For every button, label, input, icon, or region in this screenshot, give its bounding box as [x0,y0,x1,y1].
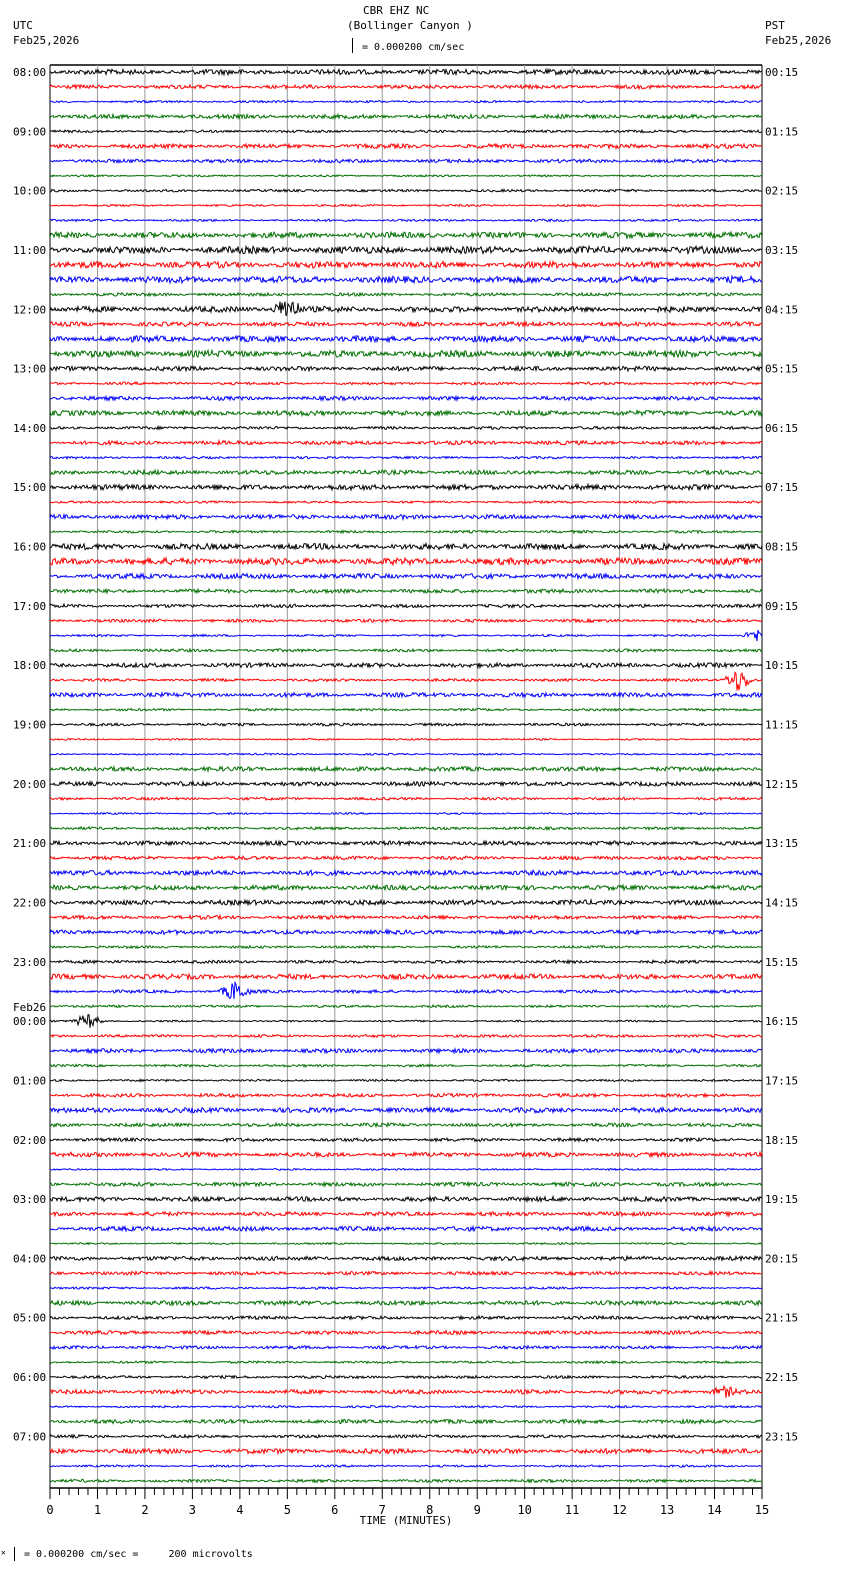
trace-line [50,232,762,238]
utc-hour-label: 01:00 [13,1074,47,1088]
x-tick-label: 4 [236,1503,244,1517]
trace-line [50,441,762,445]
trace-line [50,144,762,149]
pst-hour-label: 12:15 [765,777,799,791]
x-tick-label: 8 [426,1503,434,1517]
trace-line [50,114,762,118]
x-tick-label: 7 [378,1503,386,1517]
pst-hour-label: 22:15 [765,1371,799,1385]
pst-hour-label: 20:15 [765,1252,799,1266]
utc-hour-label: 03:00 [13,1193,47,1207]
trace-line [50,1376,762,1379]
pst-hour-label: 08:15 [765,540,799,554]
x-tick-label: 11 [564,1503,580,1517]
trace-line [50,1035,762,1038]
trace-line [50,262,762,269]
trace-line [50,630,762,641]
trace-line [50,589,762,593]
trace-line [50,558,762,565]
x-tick-label: 3 [188,1503,197,1517]
pst-hour-label: 17:15 [765,1074,799,1088]
trace-line [50,544,762,550]
trace-line [50,870,762,875]
trace-line [50,960,762,963]
trace-line [50,382,762,385]
footer-mark: ✕ [1,1548,6,1557]
pst-hour-label: 21:15 [765,1311,799,1325]
trace-line [50,1212,762,1216]
trace-line [50,1420,762,1424]
trace-line [50,1064,762,1066]
trace-line [50,1094,762,1098]
utc-hour-label: 23:00 [13,955,47,969]
trace-line [50,350,762,357]
trace-line [50,470,762,475]
scale-label: = 0.000200 cm/sec [362,42,465,53]
x-axis-title: TIME (MINUTES) [359,1514,453,1527]
trace-line [50,739,762,741]
trace-line [50,753,762,755]
trace-line [50,1301,762,1306]
trace-line [50,411,762,416]
trace-line [50,366,762,371]
utc-hour-label: 11:00 [13,243,47,257]
trace-line [50,1346,762,1349]
trace-line [50,293,762,296]
x-tick-label: 13 [659,1503,675,1517]
trace-line [50,619,762,622]
trace-line [50,1479,762,1482]
trace-line [50,604,762,607]
pst-hour-label: 00:15 [765,66,799,79]
utc-hour-label: 22:00 [13,896,47,910]
utc-hour-label: 14:00 [13,421,47,435]
trace-line [50,1331,762,1335]
trace-line [50,709,762,711]
utc-hour-label: 06:00 [13,1371,47,1385]
pst-hour-label: 06:15 [765,421,799,435]
x-tick-label: 6 [331,1503,339,1517]
trace-line [50,672,762,690]
trace-line [50,1406,762,1408]
trace-line [50,1049,762,1053]
trace-line [50,336,762,342]
trace-line [50,1449,762,1454]
trace-line [50,175,762,177]
pst-hour-label: 11:15 [765,718,799,732]
date-change-label: Feb26 [13,1001,47,1015]
utc-hour-label: 09:00 [13,125,47,139]
pst-hour-label: 13:15 [765,837,799,851]
trace-line [50,767,762,772]
trace-line [50,1243,762,1245]
x-tick-label: 10 [517,1503,532,1517]
left-date: Feb25,2026 [13,34,80,47]
x-tick-label: 14 [707,1503,722,1517]
trace-line [50,276,762,283]
trace-line [50,1465,762,1467]
pst-hour-label: 15:15 [765,955,799,969]
trace-line [50,204,762,206]
footer-scale-note: = 0.000200 cm/sec = 200 microvolts [24,1549,253,1560]
trace-line [50,1123,762,1127]
utc-hour-label: 02:00 [13,1133,47,1147]
utc-hour-label: 21:00 [13,837,47,851]
utc-hour-label: 17:00 [13,599,47,613]
trace-line [50,322,762,326]
trace-line [50,723,762,726]
station-location: (Bollinger Canyon ) [347,19,473,32]
utc-hour-label: 20:00 [13,777,47,791]
trace-line [50,1108,762,1113]
trace-line [50,797,762,800]
trace-line [50,515,762,520]
x-tick-label: 12 [612,1503,627,1517]
trace-line [50,1256,762,1260]
trace-line [50,219,762,221]
utc-hour-label: 16:00 [13,540,47,554]
trace-line [50,1182,762,1186]
x-tick-label: 1 [93,1503,102,1517]
pst-hour-label: 01:15 [765,125,799,139]
trace-line [50,456,762,458]
trace-line [50,1386,762,1398]
trace-line [50,900,762,905]
trace-line [50,827,762,830]
utc-hour-label: 05:00 [13,1311,47,1325]
utc-hour-label: 10:00 [13,184,47,198]
trace-line [50,1079,762,1081]
right-timezone: PST [765,19,785,32]
pst-hour-label: 16:15 [765,1015,799,1029]
trace-line [50,983,762,1000]
trace-line [50,782,762,786]
trace-line [50,501,762,503]
utc-hour-label: 08:00 [13,66,47,79]
x-tick-label: 5 [283,1503,291,1517]
trace-line [50,885,762,890]
trace-line [50,1197,762,1202]
trace-line [50,485,762,491]
utc-hour-label: 19:00 [13,718,47,732]
trace-line [50,1272,762,1276]
utc-hour-label: 07:00 [13,1430,47,1444]
pst-hour-label: 14:15 [765,896,799,910]
trace-line [50,813,762,815]
trace-line [50,1435,762,1438]
left-timezone: UTC [13,19,33,32]
pst-hour-label: 02:15 [765,184,799,198]
utc-hour-label: 12:00 [13,303,47,317]
trace-line [50,841,762,845]
pst-hour-label: 18:15 [765,1133,799,1147]
trace-line [50,1226,762,1231]
trace-line [50,974,762,979]
trace-line [50,930,762,934]
trace-line [50,1287,762,1289]
trace-line [50,302,762,316]
trace-line [50,1138,762,1142]
trace-line [50,1169,762,1171]
station-title: CBR EHZ NC [363,4,430,17]
trace-line [50,1361,762,1363]
trace-line [50,663,762,668]
trace-line [50,426,762,429]
x-tick-label: 2 [141,1503,149,1517]
trace-line [50,530,762,533]
pst-hour-label: 07:15 [765,481,799,495]
pst-hour-label: 03:15 [765,243,799,257]
utc-hour-label: 00:00 [13,1015,47,1029]
pst-hour-label: 23:15 [765,1430,799,1444]
utc-hour-label: 18:00 [13,659,47,673]
pst-hour-label: 09:15 [765,599,799,613]
pst-hour-label: 10:15 [765,659,799,673]
trace-line [50,693,762,698]
pst-hour-label: 04:15 [765,303,799,317]
trace-line [50,856,762,860]
trace-line [50,915,762,919]
trace-line [50,101,762,103]
x-tick-label: 0 [46,1503,54,1517]
utc-hour-label: 04:00 [13,1252,47,1266]
trace-line [50,189,762,192]
x-tick-label: 9 [473,1503,481,1517]
trace-line [50,1015,762,1028]
trace-line [50,85,762,89]
trace-line [50,246,762,253]
right-date: Feb25,2026 [765,34,832,47]
trace-line [50,1005,762,1007]
trace-line [50,159,762,163]
utc-hour-label: 13:00 [13,362,47,376]
trace-line [50,1152,762,1157]
trace-line [50,1316,762,1319]
trace-line [50,574,762,579]
pst-hour-label: 19:15 [765,1193,799,1207]
pst-hour-label: 05:15 [765,362,799,376]
trace-line [50,946,762,949]
trace-line [50,396,762,400]
trace-line [50,649,762,652]
utc-hour-label: 15:00 [13,481,47,495]
footer-scale-bar-icon [14,1547,15,1561]
trace-line [50,69,762,74]
x-tick-label: 15 [754,1503,770,1517]
trace-line [50,130,762,133]
